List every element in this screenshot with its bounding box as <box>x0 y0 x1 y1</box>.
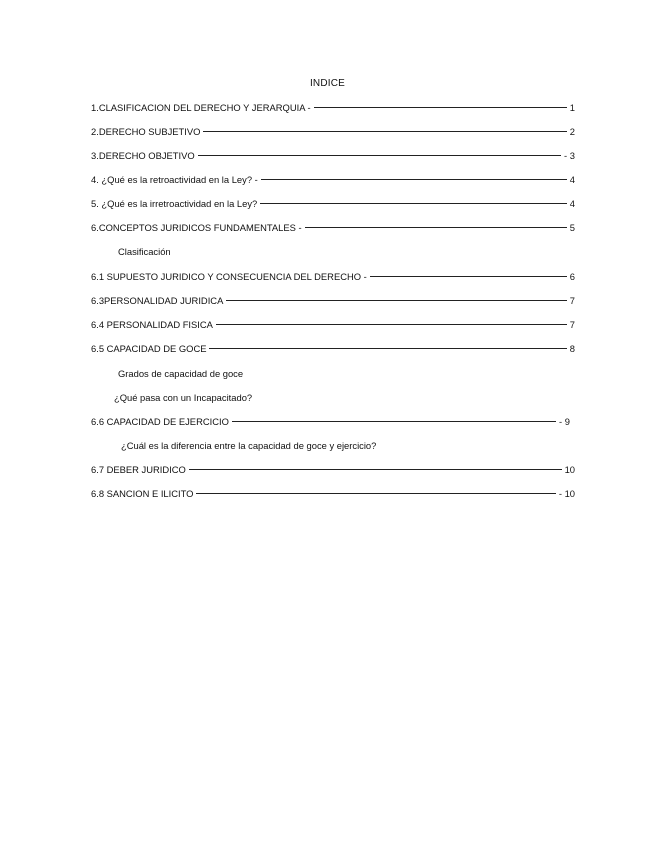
toc-entry-label: 2.DERECHO SUBJETIVO <box>91 125 201 137</box>
toc-entry-1 <box>91 100 575 114</box>
toc-page-number: - 9 <box>559 415 570 427</box>
toc-entry-6-8 <box>91 486 575 500</box>
toc-entry-5 <box>91 196 575 210</box>
toc-subentry-diferencia: ¿Cuál es la diferencia entre la capacidad de goce y ejercicio? <box>121 439 377 451</box>
toc-leader-line <box>260 203 567 204</box>
toc-leader-line <box>216 324 567 325</box>
toc-leader-line <box>203 131 566 132</box>
toc-entry-4 <box>91 172 575 186</box>
toc-page-number: 5 <box>569 221 575 233</box>
toc-entry-label: 3.DERECHO OBJETIVO <box>91 149 195 161</box>
toc-entry-label: 1.CLASIFICACION DEL DERECHO Y JERARQUIA - <box>91 101 311 113</box>
toc-entry-label: 6.CONCEPTOS JURIDICOS FUNDAMENTALES - <box>91 221 302 233</box>
toc-entry-label: 6.1 SUPUESTO JURIDICO Y CONSECUENCIA DEL DERECHO - <box>91 270 367 282</box>
toc-page-number: - 3 <box>564 149 575 161</box>
toc-entry-label: 4. ¿Qué es la retroactividad en la Ley? - <box>91 173 258 185</box>
toc-leader-line <box>232 421 556 422</box>
toc-leader-line <box>196 493 555 494</box>
page-title: INDICE <box>309 78 346 89</box>
toc-page-number: - 10 <box>558 487 575 499</box>
toc-entry-6-1 <box>91 269 575 283</box>
toc-subentry-incapacitado: ¿Qué pasa con un Incapacitado? <box>114 391 253 403</box>
toc-page-number: 1 <box>569 101 575 113</box>
toc-page-number: 7 <box>569 294 575 306</box>
toc-entry-6 <box>91 220 575 234</box>
toc-page-number: 7 <box>569 318 575 330</box>
toc-page-number: 4 <box>569 173 575 185</box>
toc-entry-label: 6.6 CAPACIDAD DE EJERCICIO <box>91 415 229 427</box>
toc-entry-label: 6.8 SANCION E ILICITO <box>91 487 194 499</box>
toc-page-number: 10 <box>564 463 575 475</box>
toc-entry-6-3 <box>91 293 575 307</box>
toc-entry-3 <box>91 148 575 162</box>
toc-entry-label: 5. ¿Qué es la irretroactividad en la Ley? <box>91 197 258 209</box>
toc-entry-6-7 <box>91 462 575 476</box>
toc-leader-line <box>226 300 566 301</box>
toc-entry-label: 6.3PERSONALIDAD JURIDICA <box>91 294 224 306</box>
toc-page-number: 2 <box>569 125 575 137</box>
toc-entry-label: 6.4 PERSONALIDAD FISICA <box>91 318 213 330</box>
toc-entry-label: 6.7 DEBER JURIDICO <box>91 463 186 475</box>
toc-page-number: 6 <box>569 270 575 282</box>
toc-subentry-grados: Grados de capacidad de goce <box>118 367 244 379</box>
toc-entry-6-5 <box>91 341 575 355</box>
toc-leader-line <box>370 276 567 277</box>
toc-leader-line <box>209 348 566 349</box>
toc-leader-line <box>189 469 562 470</box>
toc-entry-6-6 <box>91 414 570 428</box>
toc-leader-line <box>305 227 567 228</box>
toc-leader-line <box>314 107 567 108</box>
toc-page-number: 4 <box>569 197 575 209</box>
toc-leader-line <box>198 155 561 156</box>
toc-subentry-clasificacion: Clasificación <box>118 245 171 257</box>
toc-entry-6-4 <box>91 317 575 331</box>
toc-page-number: 8 <box>569 342 575 354</box>
toc-leader-line <box>261 179 567 180</box>
toc-entry-label: 6.5 CAPACIDAD DE GOCE <box>91 342 207 354</box>
toc-entry-2 <box>91 124 575 138</box>
